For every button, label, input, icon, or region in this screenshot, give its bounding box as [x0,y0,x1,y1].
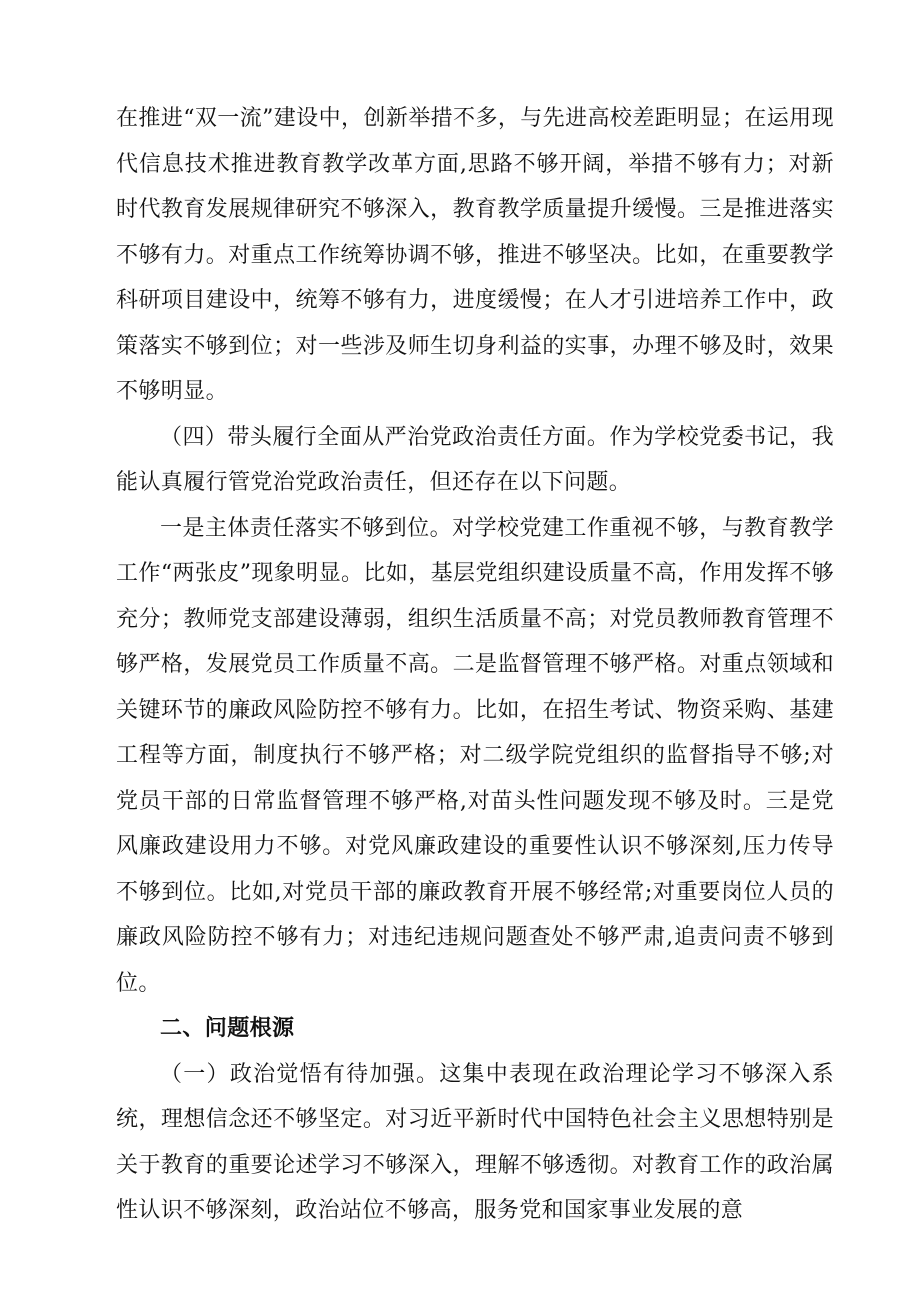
paragraph-root-cause-one: （一）政治觉悟有待加强。这集中表现在政治理论学习不够深入系统，理想信念还不够坚定。对习近平新时代中国特色社会主义思想特别是关于教育的重要论述学习不够深入，理解不够透彻。对教育工作的政治属性认识不够深刻，政治站位不够高，服务党和国家事业发展的意 [116,1061,834,1223]
section-heading: 二、问题根源 [160,1016,295,1041]
paragraph-continued: 在推进“双一流”建设中，创新举措不多，与先进高校差距明显；在运用现代信息技术推进教育教学改革方面,思路不够开阔，举措不够有力；对新时代教育发展规律研究不够深入，教育教学质量提升缓慢。三是推进落实不够有力。对重点工作统筹协调不够，推进不够坚决。比如，在重要教学科研项目建设中，统筹不够有力，进度缓慢；在人才引进培养工作中，政策落实不够到位；对一些涉及师生切身利益的实事，办理不够及时，效果不够明显。 [116,106,834,404]
paragraph-problems-list: 一是主体责任落实不够到位。对学校党建工作重视不够，与教育教学工作“两张皮”现象明显。比如，基层党组织建设质量不高，作用发挥不够充分；教师党支部建设薄弱，组织生活质量不高；对党员教师教育管理不够严格，发展党员工作质量不高。二是监督管理不够严格。对重点领域和关键环节的廉政风险防控不够有力。比如，在招生考试、物资采购、基建工程等方面，制度执行不够严格；对二级学院党组织的监督指导不够;对党员干部的日常监督管理不够严格,对苗头性问题发现不够及时。三是党风廉政建设用力不够。对党风廉政建设的重要性认识不够深刻,压力传导不够到位。比如,对党员干部的廉政教育开展不够经常;对重要岗位人员的廉政风险防控不够有力；对违纪违规问题查处不够严肃,追责问责不够到位。 [116,515,834,996]
paragraph-section-four: （四）带头履行全面从严治党政治责任方面。作为学校党委书记，我能认真履行管党治党政治责任，但还存在以下问题。 [116,424,834,495]
document-body [116,96,834,1234]
